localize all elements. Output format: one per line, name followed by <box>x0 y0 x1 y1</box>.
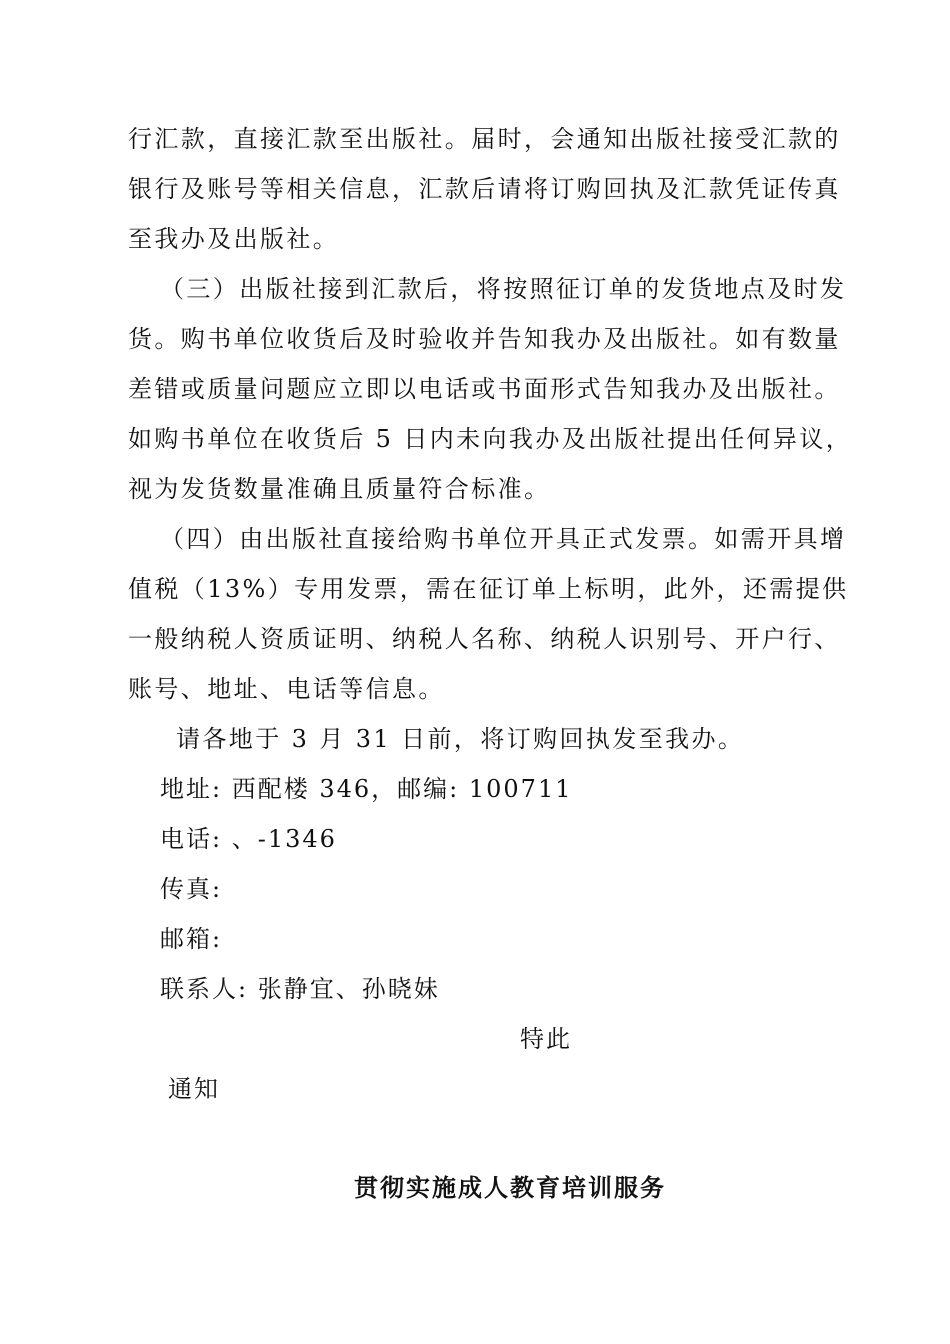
paragraph-line: 一般纳税人资质证明、纳税人名称、纳税人识别号、开户行、 <box>128 625 841 653</box>
paragraph-line: 行汇款，直接汇款至出版社。届时，会通知出版社接受汇款的 <box>128 125 841 153</box>
contact-person: 联系人: 张静宜、孙晓妹 <box>160 975 440 1003</box>
paragraph-line: 如购书单位在收货后 5 日内未向我办及出版社提出任何异议， <box>128 425 853 453</box>
paragraph-line: 至我办及出版社。 <box>128 225 340 253</box>
contact-phone: 电话: 、-1346 <box>160 825 337 853</box>
paragraph-line: 请各地于 3 月 31 日前，将订购回执发至我办。 <box>176 725 745 753</box>
contact-address: 地址: 西配楼 346，邮编: 100711 <box>160 775 573 803</box>
paragraph-line: （四）由出版社直接给购书单位开具正式发票。如需开具增 <box>160 525 847 553</box>
paragraph-line: 账号、地址、电话等信息。 <box>128 675 445 703</box>
paragraph-line: 银行及账号等相关信息，汇款后请将订购回执及汇款凭证传真 <box>128 175 841 203</box>
closing-text: 通知 <box>168 1075 220 1103</box>
section-heading: 贯彻实施成人教育培训服务 <box>354 1173 666 1202</box>
paragraph-line: 货。购书单位收货后及时验收并告知我办及出版社。如有数量 <box>128 325 841 353</box>
contact-fax: 传真: <box>160 875 223 903</box>
paragraph-line: 视为发货数量准确且质量符合标准。 <box>128 475 551 503</box>
paragraph-line: （三）出版社接到汇款后，将按照征订单的发货地点及时发 <box>160 275 847 303</box>
paragraph-line: 值税（13%）专用发票，需在征订单上标明，此外，还需提供 <box>128 575 849 603</box>
contact-email: 邮箱: <box>160 925 223 953</box>
paragraph-line: 差错或质量问题应立即以电话或书面形式告知我办及出版社。 <box>128 375 841 403</box>
closing-text: 特此 <box>520 1025 572 1053</box>
